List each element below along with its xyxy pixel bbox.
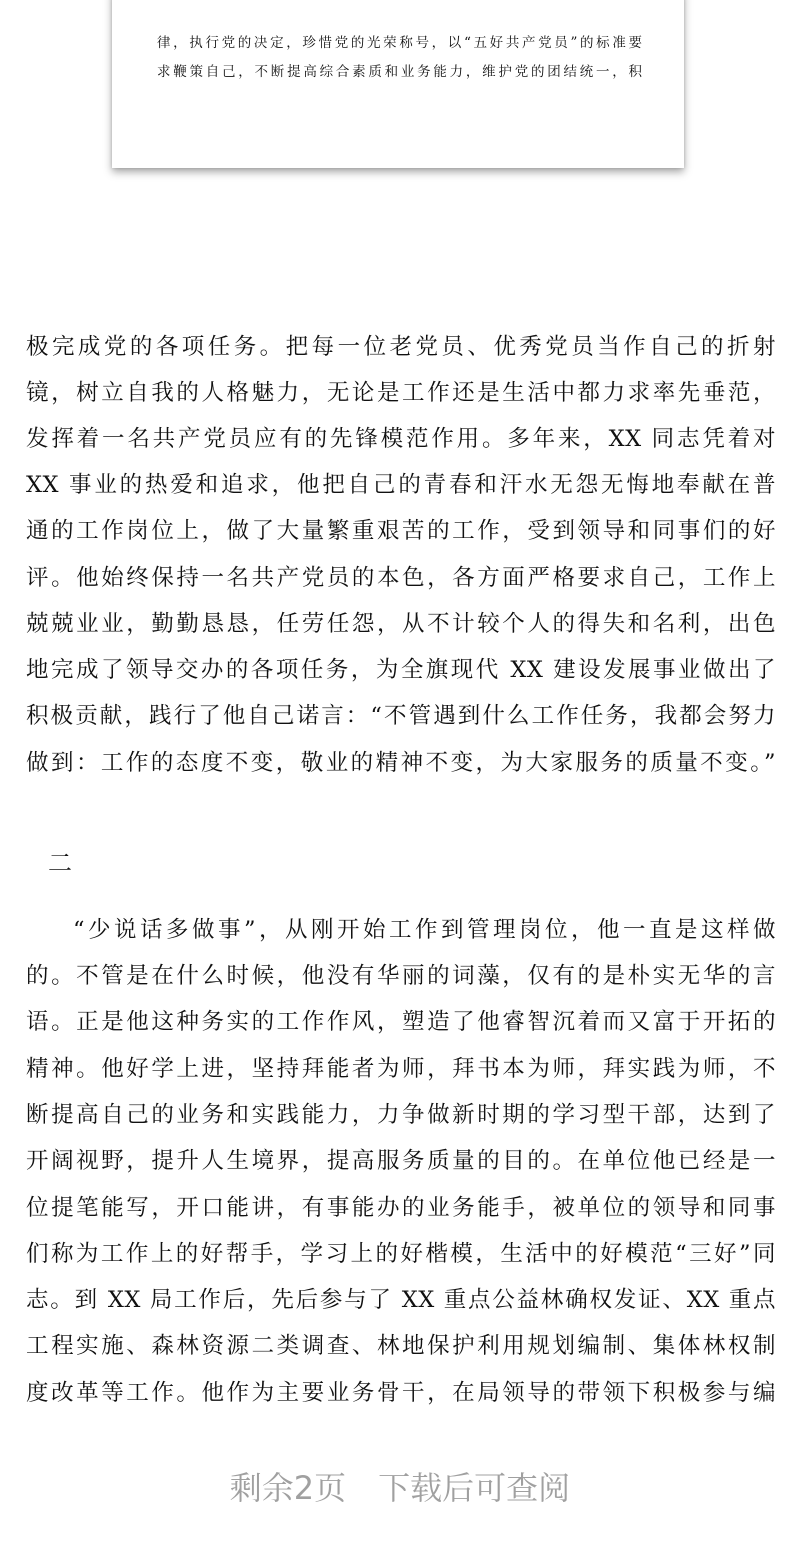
download-hint-label: 下载后可查阅 [378,1469,571,1507]
text-line: 的。不管是在什么时候，他没有华丽的词藻，仅有的是朴实无华的言 [26,963,776,989]
text-line: 做到：工作的态度不变，敬业的精神不变，为大家服务的质量不变。” [26,750,776,776]
card-text-line: 求鞭策自己，不断提高综合素质和业务能力，维护党的团结统一，积 [157,64,642,80]
text-line: 积极贡献，践行了他自己诺言：“不管遇到什么工作任务，我都会努力 [26,703,776,729]
text-line: 语。正是他这种务实的工作作风，塑造了他睿智沉着而又富于开拓的 [26,1009,776,1035]
text-line: 度改革等工作。他作为主要业务骨干，在局领导的带领下积极参与编 [26,1380,776,1406]
text-line: “少说话多做事”，从刚开始工作到管理岗位，他一直是这样做 [73,917,776,943]
text-line: 兢兢业业，勤勤恳恳，任劳任怨，从不计较个人的得失和名利，出色 [26,611,776,637]
text-line: 断提高自己的业务和实践能力，力争做新时期的学习型干部，达到了 [26,1102,776,1128]
text-line: XX 事业的热爱和追求，他把自己的青春和汗水无怨无悔地奉献在普 [26,472,776,498]
text-line: 们称为工作上的好帮手，学习上的好楷模，生活中的好模范“三好”同 [26,1241,776,1267]
text-line: 镜，树立自我的人格魅力，无论是工作还是生活中都力求率先垂范， [26,380,776,406]
text-line: 精神。他好学上进，坚持拜能者为师，拜书本为师，拜实践为师，不 [26,1056,776,1082]
text-line: 志。到 XX 局工作后，先后参与了 XX 重点公益林确权发证、XX 重点 [26,1287,776,1313]
text-line: 极完成党的各项任务。把每一位老党员、优秀党员当作自己的折射 [26,334,776,360]
text-line: 工程实施、森林资源二类调查、林地保护利用规划编制、集体林权制 [26,1333,776,1359]
text-line: 开阔视野，提升人生境界，提高服务质量的目的。在单位他已经是一 [26,1148,776,1174]
text-line: 通的工作岗位上，做了大量繁重艰苦的工作，受到领导和同事们的好 [26,518,776,544]
preview-page-card [112,0,684,168]
text-line: 发挥着一名共产党员应有的先锋模范作用。多年来，XX 同志凭着对 [26,426,776,452]
text-line: 评。他始终保持一名共产党员的本色，各方面严格要求自己，工作上 [26,565,776,591]
remaining-pages-label: 剩余2页 [229,1469,347,1507]
text-line: 地完成了领导交办的各项任务，为全旗现代 XX 建设发展事业做出了 [26,657,776,683]
section-heading: 二 [48,849,72,877]
card-text-line: 律，执行党的决定，珍惜党的光荣称号，以“五好共产党员”的标准要 [157,35,642,51]
text-line: 位提笔能写，开口能讲，有事能办的业务能手，被单位的领导和同事 [26,1195,776,1221]
download-prompt[interactable] [0,1468,800,1508]
